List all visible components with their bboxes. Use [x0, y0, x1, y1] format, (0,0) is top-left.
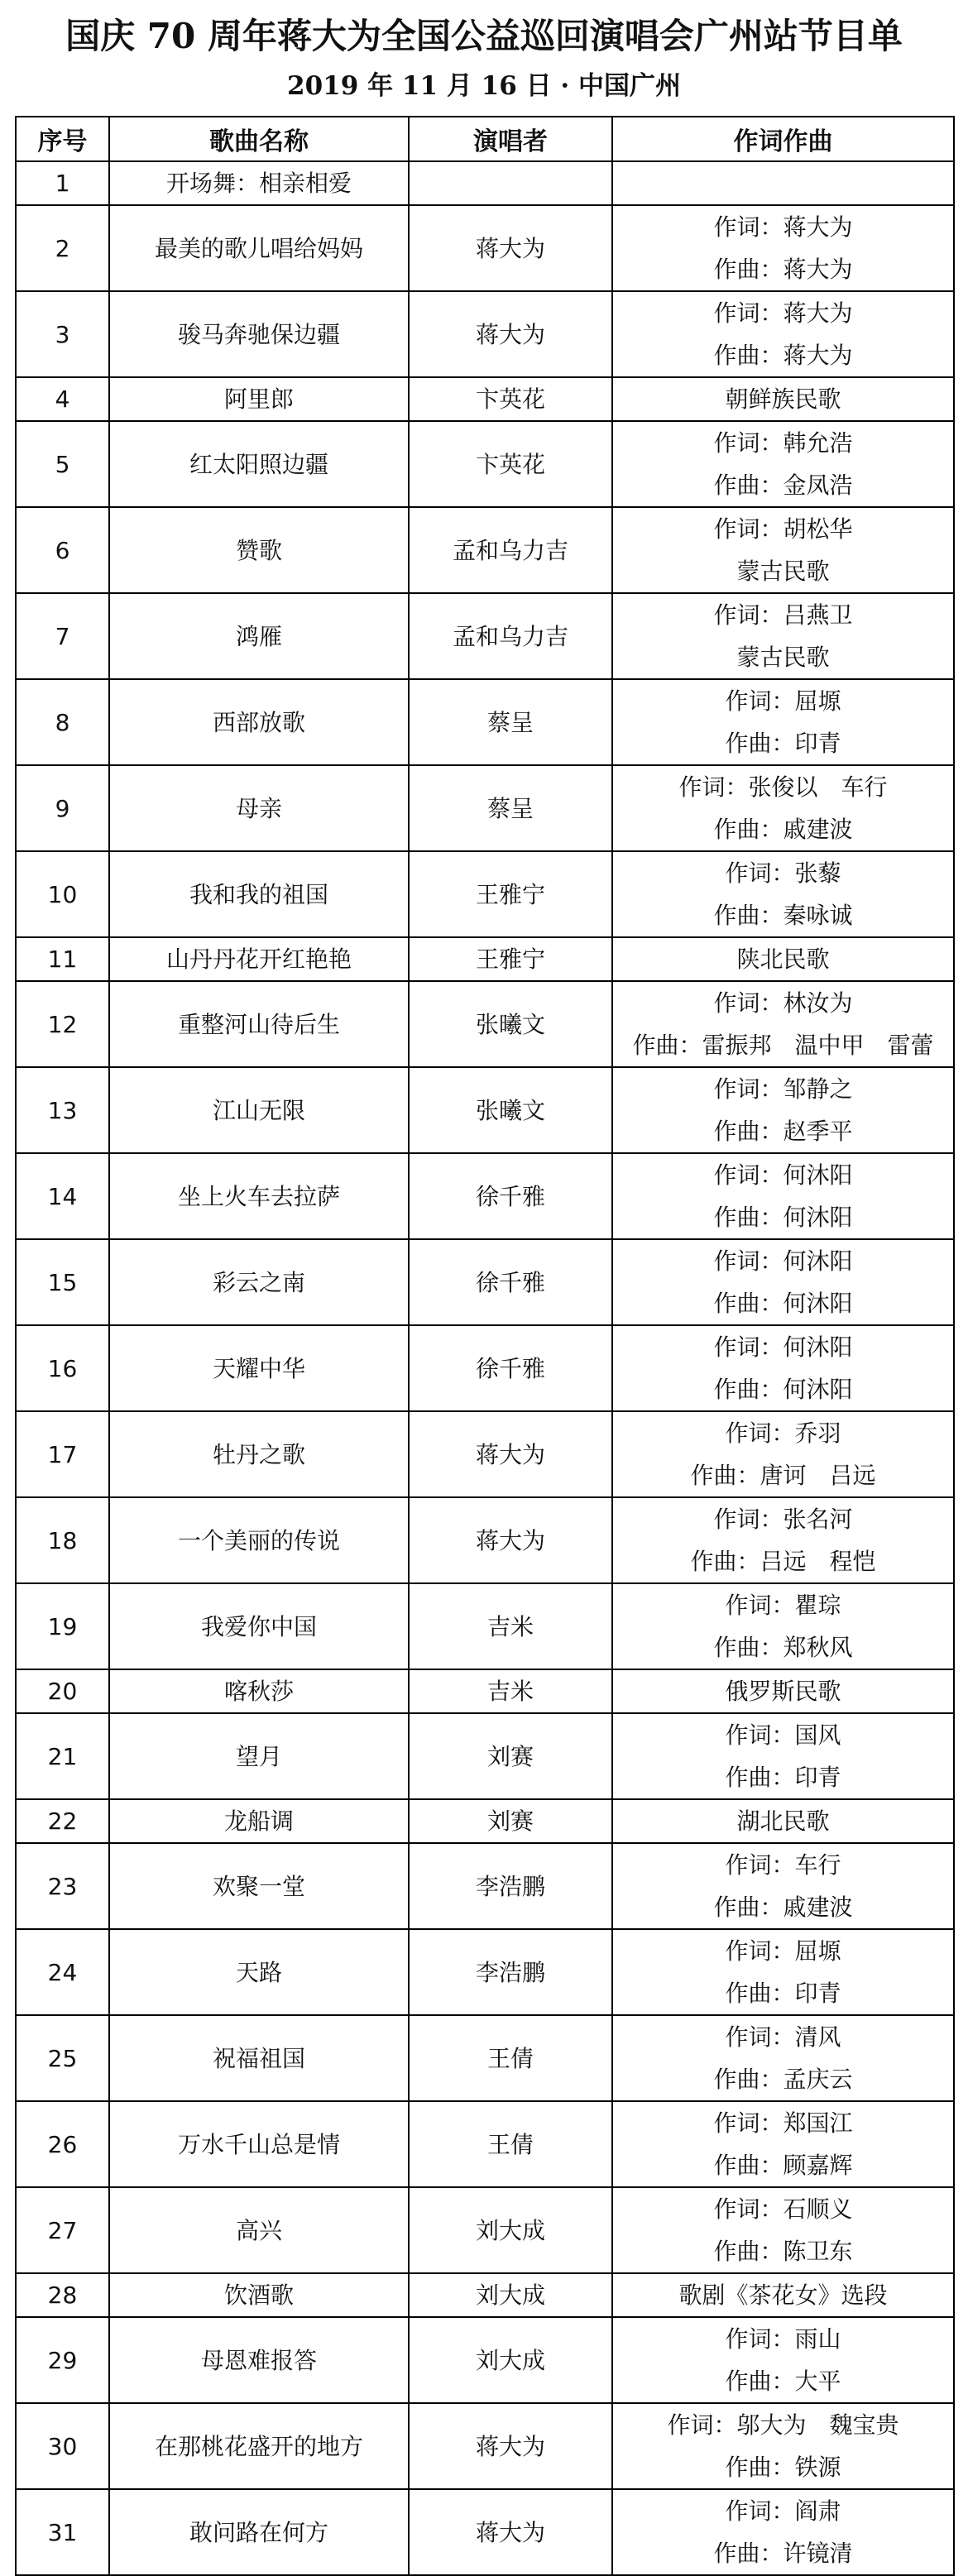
song-title: 山丹丹花开红艳艳	[109, 937, 409, 981]
singer: 孟和乌力吉	[409, 593, 612, 679]
credits-cell	[612, 593, 954, 679]
credits-cell	[612, 679, 954, 765]
row-number: 18	[16, 1497, 109, 1583]
credit-line: 作词：蒋大为	[713, 299, 853, 327]
credit-line: 作词：林汝为	[713, 989, 853, 1017]
row-number: 30	[16, 2403, 109, 2489]
singer: 蔡呈	[409, 765, 612, 851]
credit-line: 作词：张藜	[725, 859, 841, 887]
credit-line: 蒙古民歌	[736, 558, 830, 585]
row-number: 4	[16, 377, 109, 421]
table-row	[16, 1153, 954, 1239]
song-title: 高兴	[109, 2187, 409, 2273]
row-number: 27	[16, 2187, 109, 2273]
row-number: 3	[16, 291, 109, 377]
credit-line: 作曲：何沐阳	[713, 1204, 853, 1231]
credits-cell	[612, 2317, 954, 2403]
row-number: 5	[16, 421, 109, 507]
credit-line: 作词：石顺义	[713, 2195, 853, 2223]
credits-cell	[612, 1843, 954, 1929]
row-number: 24	[16, 1929, 109, 2015]
row-number: 22	[16, 1799, 109, 1843]
credits-cell	[612, 2187, 954, 2273]
song-title: 骏马奔驰保边疆	[109, 291, 409, 377]
row-number: 9	[16, 765, 109, 851]
row-number: 26	[16, 2101, 109, 2187]
credit-line: 作词：何沐阳	[713, 1161, 853, 1189]
singer: 刘大成	[409, 2273, 612, 2317]
table-row	[16, 1583, 954, 1669]
table-row	[16, 1843, 954, 1929]
row-number: 10	[16, 851, 109, 937]
credits-cell	[612, 1713, 954, 1799]
credit-line: 作曲：戚建波	[713, 1894, 853, 1921]
song-title: 在那桃花盛开的地方	[109, 2403, 409, 2489]
row-number: 13	[16, 1067, 109, 1153]
credit-line: 作曲：大平	[725, 2368, 841, 2395]
singer: 张曦文	[409, 981, 612, 1067]
song-title: 母亲	[109, 765, 409, 851]
singer: 蒋大为	[409, 205, 612, 291]
singer: 蒋大为	[409, 291, 612, 377]
song-title: 重整河山待后生	[109, 981, 409, 1067]
page-title: 国庆 70 周年蒋大为全国公益巡回演唱会广州站节目单	[65, 16, 903, 56]
song-title: 天路	[109, 1929, 409, 2015]
table-row	[16, 679, 954, 765]
song-title: 我爱你中国	[109, 1583, 409, 1669]
credits-cell	[612, 1799, 954, 1843]
song-title: 喀秋莎	[109, 1669, 409, 1713]
singer: 刘赛	[409, 1713, 612, 1799]
singer: 蔡呈	[409, 679, 612, 765]
singer: 李浩鹏	[409, 1929, 612, 2015]
table-row	[16, 2015, 954, 2101]
song-title: 牡丹之歌	[109, 1411, 409, 1497]
row-number: 23	[16, 1843, 109, 1929]
song-title: 江山无限	[109, 1067, 409, 1153]
table-row	[16, 765, 954, 851]
table-row	[16, 291, 954, 377]
credits-cell	[612, 1325, 954, 1411]
credit-line: 作词：阎肃	[725, 2497, 841, 2525]
table-row	[16, 981, 954, 1067]
credit-line: 蒙古民歌	[736, 644, 830, 671]
credit-line: 作曲：蒋大为	[713, 256, 853, 283]
credit-line: 歌剧《茶花女》选段	[678, 2282, 888, 2309]
table-row	[16, 1669, 954, 1713]
credits-cell	[612, 161, 954, 205]
table-row	[16, 1929, 954, 2015]
singer: 张曦文	[409, 1067, 612, 1153]
credit-line: 作词：车行	[725, 1851, 841, 1879]
credits-cell	[612, 377, 954, 421]
table-row	[16, 161, 954, 205]
credit-line: 朝鲜族民歌	[725, 385, 841, 413]
credits-cell	[612, 981, 954, 1067]
row-number: 1	[16, 161, 109, 205]
credit-line: 作曲：印青	[725, 1980, 841, 2007]
row-number: 12	[16, 981, 109, 1067]
credit-line: 作曲：陈卫东	[713, 2238, 853, 2265]
credits-cell	[612, 1497, 954, 1583]
credit-line: 作词：胡松华	[713, 515, 853, 543]
credits-cell	[612, 851, 954, 937]
singer: 吉米	[409, 1583, 612, 1669]
row-number: 20	[16, 1669, 109, 1713]
credit-line: 作词：瞿琮	[725, 1592, 841, 1619]
song-title: 最美的歌儿唱给妈妈	[109, 205, 409, 291]
singer: 徐千雅	[409, 1153, 612, 1239]
song-title: 坐上火车去拉萨	[109, 1153, 409, 1239]
song-title: 望月	[109, 1713, 409, 1799]
song-title: 天耀中华	[109, 1325, 409, 1411]
credits-cell	[612, 507, 954, 593]
credit-line: 作曲：金凤浩	[713, 472, 853, 499]
table-row	[16, 593, 954, 679]
credit-line: 作词：蒋大为	[713, 213, 853, 241]
credit-line: 作词：邬大为 魏宝贵	[667, 2411, 899, 2439]
singer: 蒋大为	[409, 1411, 612, 1497]
table-row	[16, 2489, 954, 2575]
table-row	[16, 205, 954, 291]
credit-line: 陕北民歌	[736, 946, 830, 973]
credits-cell	[612, 1411, 954, 1497]
table-row	[16, 1067, 954, 1153]
singer: 蒋大为	[409, 1497, 612, 1583]
singer: 蒋大为	[409, 2489, 612, 2575]
header-number: 序号	[16, 117, 109, 161]
credit-line: 作词：吕燕卫	[713, 601, 853, 629]
singer: 徐千雅	[409, 1239, 612, 1325]
credit-line: 作曲：戚建波	[713, 816, 853, 843]
header-credits: 作词作曲	[612, 117, 954, 161]
credit-line: 作词：屈塬	[725, 687, 841, 715]
table-row	[16, 2317, 954, 2403]
table-row	[16, 1497, 954, 1583]
credit-line: 作词：韩允浩	[713, 429, 853, 457]
song-title: 彩云之南	[109, 1239, 409, 1325]
singer: 卞英花	[409, 421, 612, 507]
credit-line: 作曲：秦咏诚	[713, 902, 853, 929]
song-title: 西部放歌	[109, 679, 409, 765]
row-number: 25	[16, 2015, 109, 2101]
credit-line: 作词：雨山	[725, 2325, 841, 2353]
credit-line: 作曲：赵季平	[713, 1118, 853, 1145]
row-number: 2	[16, 205, 109, 291]
credits-cell	[612, 937, 954, 981]
credits-cell	[612, 1669, 954, 1713]
table-row	[16, 507, 954, 593]
row-number: 15	[16, 1239, 109, 1325]
row-number: 16	[16, 1325, 109, 1411]
credit-line: 作曲：印青	[725, 730, 841, 757]
table-row	[16, 937, 954, 981]
table-header-row	[16, 117, 954, 161]
credits-cell	[612, 205, 954, 291]
singer: 卞英花	[409, 377, 612, 421]
table-row	[16, 1239, 954, 1325]
credit-line: 作词：张名河	[713, 1506, 853, 1533]
singer: 王倩	[409, 2101, 612, 2187]
credits-cell	[612, 1929, 954, 2015]
table-row	[16, 2187, 954, 2273]
credits-cell	[612, 2015, 954, 2101]
table-body	[16, 161, 954, 2575]
table-row	[16, 1325, 954, 1411]
singer: 吉米	[409, 1669, 612, 1713]
song-title: 饮酒歌	[109, 2273, 409, 2317]
table-row	[16, 2101, 954, 2187]
row-number: 8	[16, 679, 109, 765]
credit-line: 作词：邹静之	[713, 1075, 853, 1103]
credits-cell	[612, 421, 954, 507]
table-row	[16, 1799, 954, 1843]
singer: 刘赛	[409, 1799, 612, 1843]
song-title: 母恩难报答	[109, 2317, 409, 2403]
credit-line: 作词：张俊以 车行	[678, 773, 888, 801]
row-number: 29	[16, 2317, 109, 2403]
credit-line: 作词：何沐阳	[713, 1247, 853, 1275]
singer: 刘大成	[409, 2317, 612, 2403]
singer: 王雅宁	[409, 937, 612, 981]
credit-line: 作曲：雷振邦 温中甲 雷蕾	[632, 1032, 934, 1059]
credits-cell	[612, 2273, 954, 2317]
song-title: 祝福祖国	[109, 2015, 409, 2101]
singer: 孟和乌力吉	[409, 507, 612, 593]
credit-line: 作曲：铁源	[725, 2454, 841, 2481]
row-number: 6	[16, 507, 109, 593]
credits-cell	[612, 1583, 954, 1669]
credit-line: 作曲：顾嘉辉	[713, 2152, 853, 2179]
credit-line: 俄罗斯民歌	[725, 1678, 841, 1705]
row-number: 19	[16, 1583, 109, 1669]
song-title: 我和我的祖国	[109, 851, 409, 937]
header-song: 歌曲名称	[109, 117, 409, 161]
credit-line: 作曲：郑秋风	[713, 1634, 853, 1661]
singer: 王雅宁	[409, 851, 612, 937]
singer: 刘大成	[409, 2187, 612, 2273]
credit-line: 作词：屈塬	[725, 1937, 841, 1965]
credit-line: 作曲：印青	[725, 1764, 841, 1791]
credit-line: 作词：乔羽	[725, 1420, 841, 1447]
program-table	[15, 116, 955, 2576]
song-title: 龙船调	[109, 1799, 409, 1843]
credit-line: 作曲：许镜清	[713, 2540, 853, 2567]
credit-line: 作词：国风	[725, 1721, 841, 1749]
song-title: 欢聚一堂	[109, 1843, 409, 1929]
credit-line: 作曲：蒋大为	[713, 342, 853, 369]
credit-line: 作曲：唐诃 吕远	[690, 1462, 876, 1489]
credit-line: 作曲：吕远 程恺	[690, 1548, 876, 1575]
credit-line: 作词：清风	[725, 2023, 841, 2051]
credits-cell	[612, 1239, 954, 1325]
row-number: 11	[16, 937, 109, 981]
credits-cell	[612, 291, 954, 377]
header-singer: 演唱者	[409, 117, 612, 161]
song-title: 万水千山总是情	[109, 2101, 409, 2187]
song-title: 开场舞：相亲相爱	[109, 161, 409, 205]
row-number: 7	[16, 593, 109, 679]
row-number: 31	[16, 2489, 109, 2575]
credit-line: 作词：何沐阳	[713, 1333, 853, 1361]
credits-cell	[612, 2403, 954, 2489]
credit-line: 湖北民歌	[736, 1808, 830, 1835]
singer: 李浩鹏	[409, 1843, 612, 1929]
credits-cell	[612, 1067, 954, 1153]
table-row	[16, 851, 954, 937]
table-row	[16, 2403, 954, 2489]
song-title: 敢问路在何方	[109, 2489, 409, 2575]
song-title: 红太阳照边疆	[109, 421, 409, 507]
song-title: 阿里郎	[109, 377, 409, 421]
table-row	[16, 421, 954, 507]
table-row	[16, 377, 954, 421]
song-title: 一个美丽的传说	[109, 1497, 409, 1583]
credits-cell	[612, 1153, 954, 1239]
credits-cell	[612, 2489, 954, 2575]
credit-line: 作曲：何沐阳	[713, 1376, 853, 1403]
song-title: 赞歌	[109, 507, 409, 593]
table-row	[16, 1713, 954, 1799]
credit-line: 作词：郑国江	[713, 2109, 853, 2137]
credit-line: 作曲：何沐阳	[713, 1290, 853, 1317]
singer: 徐千雅	[409, 1325, 612, 1411]
singer: 蒋大为	[409, 2403, 612, 2489]
row-number: 28	[16, 2273, 109, 2317]
singer	[409, 161, 612, 205]
row-number: 17	[16, 1411, 109, 1497]
credits-cell	[612, 765, 954, 851]
credits-cell	[612, 2101, 954, 2187]
singer: 王倩	[409, 2015, 612, 2101]
row-number: 21	[16, 1713, 109, 1799]
table-row	[16, 1411, 954, 1497]
table-row	[16, 2273, 954, 2317]
song-title: 鸿雁	[109, 593, 409, 679]
page-subtitle: 2019 年 11 月 16 日 · 中国广州	[287, 71, 681, 101]
row-number: 14	[16, 1153, 109, 1239]
credit-line: 作曲：孟庆云	[713, 2066, 853, 2093]
